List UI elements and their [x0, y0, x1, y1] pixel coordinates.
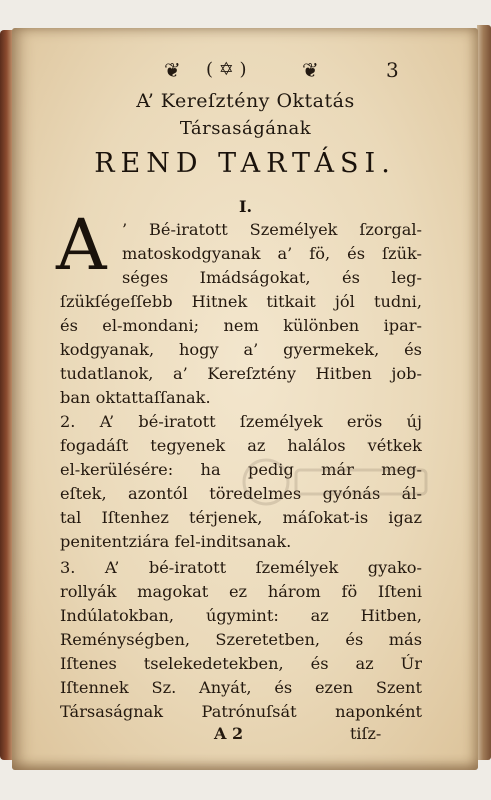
shell-ornament-left-icon: ❦ [164, 58, 181, 82]
page-number: 3 [386, 58, 399, 82]
title-line-1: A’ Kereſztény Oktatás [136, 90, 355, 112]
signature-mark: A 2 [214, 724, 244, 743]
body-line: Indúlatokban, úgymint: az Hitben, [60, 606, 422, 625]
body-line: séges Imádságokat, és leg- [122, 268, 422, 287]
shell-ornament-right-icon: ❦ [302, 58, 319, 82]
body-line: Reménységben, Szeretetben, és más [60, 630, 422, 649]
star-ornament-icon: ( ✡ ) [206, 59, 247, 80]
drop-cap: A [56, 204, 107, 286]
body-line: 3. A’ bé-iratott ſzemélyek gyako- [60, 558, 422, 577]
title-line-2: Társaságának [179, 118, 312, 139]
body-line: rollyák magokat ez három fö Iſteni [60, 582, 422, 601]
body-line: tudatlanok, a’ Kereſztény Hitben job- [60, 364, 422, 383]
body-line: Társaságnak Patrónuſsát naponként [60, 702, 422, 721]
body-line: és el-mondani; nem különben ipar- [60, 316, 422, 335]
body-line: ’ Bé-iratott Személyek ſzorgal- [122, 220, 422, 239]
body-line: el-kerülésére: ha pedig már meg- [60, 460, 422, 479]
body-line: 2. A’ bé-iratott ſzemélyek erös új [60, 412, 422, 431]
body-line: Iſtenes tselekedetekben, és az Úr [60, 654, 422, 673]
body-line: eſtek, azontól töredelmes gyónás ál- [60, 484, 422, 503]
page-footer [60, 722, 422, 746]
body-line: ban oktattaſſanak. [60, 388, 211, 407]
page-header [160, 56, 420, 84]
body-line: fogadáſt tegyenek az halálos vétkek [60, 436, 422, 455]
body-line: tal Iſtenhez térjenek, máſokat-is igaz [60, 508, 422, 527]
catchword: tiſz- [350, 724, 382, 743]
body-line: ſzükſégeſſebb Hitnek titkait jól tudni, [60, 292, 422, 311]
main-heading: REND TARTÁSI. [94, 148, 396, 179]
section-number: I. [238, 197, 253, 216]
body-line: matoskodgyanak a’ fö, és ſzük- [122, 244, 422, 263]
body-line: Iſtennek Sz. Anyát, és ezen Szent [60, 678, 422, 697]
body-line: kodgyanak, hogy a’ gyermekek, és [60, 340, 422, 359]
body-line: penitentziára fel-inditsanak. [60, 532, 292, 551]
